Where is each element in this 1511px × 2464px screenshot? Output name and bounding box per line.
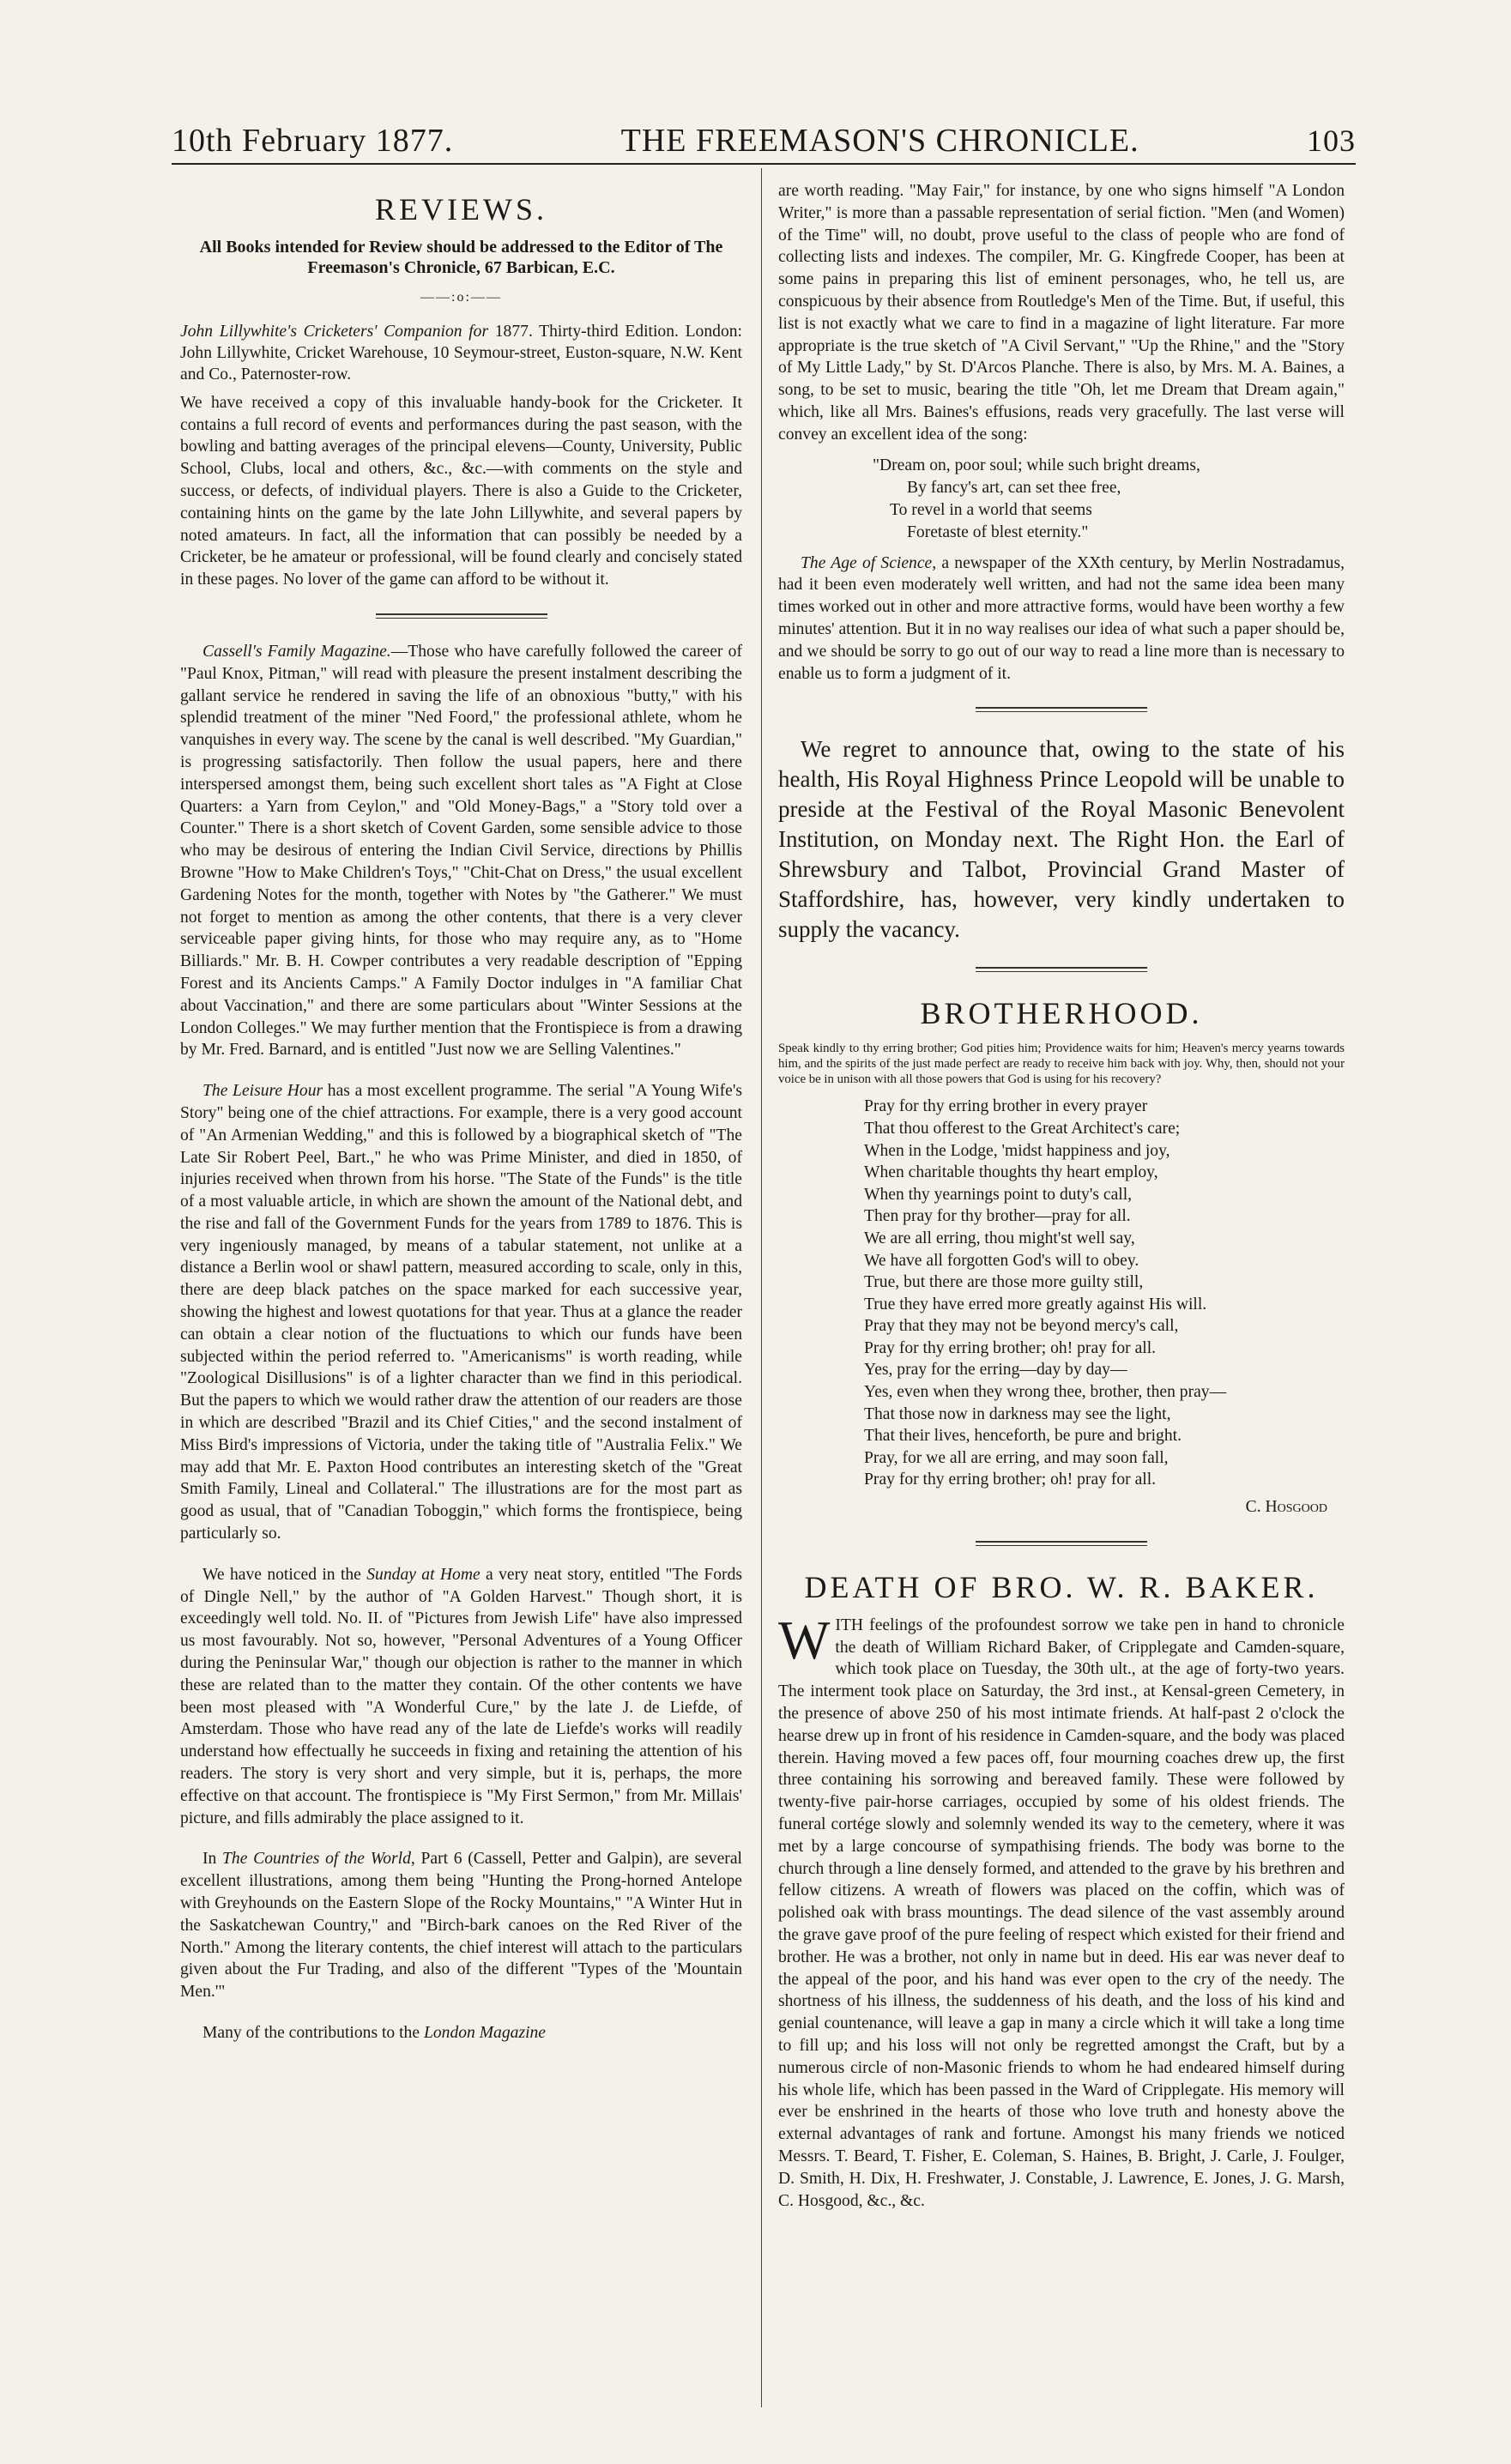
header-rule [172, 163, 1356, 165]
leisure-review [180, 1080, 742, 1545]
cassell-body: —Those who have carefully followed the career of "Paul Knox, Pitman," will read with pleasure the present instalment describing the gallant service he rendered in saving the life of an obnoxious "butty," with his splendid treatment of the miner "Ned Foord," the professional athlete, whom he vanquishes in every way. The scene by the canal is well described. "My Guardian," is progressing satisfactorily. Then follow the usual papers, here and there interspersed amongst them, being such excellent short tales as "A Fight at Close Quarters: a Yarn from Ceylon," and "Old Money-Bags," a "Story told over a Counter." There is a short sketch of Covent Garden, some sensible advice to those who may be desirous of entering the Indian Civil Service, directions by Phillis Browne "How to Make Children's Toys," "Chit-Chat on Dress," the usual excellent Gardening Notes for the month, together with Notes by "the Gatherer." We must not forget to mention as among the other contents, that there is a very clever serviceable paper giving hints, for those who may require any, as to "Home Billiards." Mr. B. H. Cowper contributes a very readable description of "Epping Forest and its Ancients Camps." A Family Doctor indulges in "A familiar Chat about Vaccination," and there are some particulars about "Winter Sessions at the London Colleges." We may further mention that the Frontispiece is from a drawing by Mr. Fred. Barnard, and is entitled "Just now we are Selling Valentines." [180, 642, 742, 1060]
verse-line: "Dream on, poor soul; while such bright dreams, [873, 456, 1200, 474]
london-title: London Magazine [423, 2023, 547, 2042]
countries-body-start: In [202, 1850, 223, 1869]
poem-line: We are all erring, thou might'st well say, [864, 1229, 1135, 1247]
verse-line: To revel in a world that seems [890, 500, 1092, 519]
section-divider [376, 613, 547, 619]
reviews-separator: ——:o:—— [420, 290, 502, 305]
poem-line: Pray for thy erring brother; oh! pray for all. [864, 1338, 1157, 1357]
sunday-body-start: We have noticed in the [202, 1565, 367, 1584]
age-title: The Age of Science [801, 553, 933, 572]
age-review [778, 553, 1345, 685]
header-date: 10th February 1877. [172, 123, 454, 159]
poem-line: Pray for thy erring brother in every prayer [864, 1097, 1148, 1116]
verse-line: By fancy's art, can set thee free, [907, 478, 1121, 497]
poem-line: Yes, pray for the erring—day by day— [864, 1361, 1127, 1380]
poem-line: Pray that they may not be beyond mercy's call, [864, 1317, 1179, 1336]
poem-line: That thou offerest to the Great Architect's care; [864, 1119, 1181, 1138]
poem-line: True, but there are those more guilty still, [864, 1273, 1144, 1292]
left-column [180, 180, 742, 2044]
header-title: THE FREEMASON'S CHRONICLE. [620, 123, 1139, 159]
countries-title: The Countries of the World [222, 1850, 411, 1869]
lillywhite-details: 1877. Thirty-third Edition. London: John Lillywhite, Cricket Warehouse, 10 Seymour-street, Euston-square, N.W. Kent and Co., Paternoster-row. [180, 322, 742, 383]
song-verse [873, 455, 1345, 544]
lillywhite-title: John Lillywhite's Cricketers' Companion for [180, 322, 489, 341]
countries-body: , Part 6 (Cassell, Petter and Galpin), are several excellent illustrations, among them being "Hunting the Prong-horned Antelope with Greyhounds on the Eastern Slope of the Rocky Mountains," "A Winter Hut in the Saskatchewan Country," and "Birch-bark canoes on the Red River of the North." Among the literary contents, the chief interest will attach to the particulars given about the Fur Trading, and also of the different "Types of the 'Mountain Men.'" [180, 1850, 742, 2002]
poem-line: When charitable thoughts thy heart employ, [864, 1163, 1158, 1182]
sunday-title: Sunday at Home [366, 1565, 480, 1584]
poem-line: Then pray for thy brother—pray for all. [864, 1207, 1131, 1226]
countries-review [180, 1848, 742, 2003]
right-column [778, 180, 1345, 2212]
cassell-review [180, 641, 742, 1061]
lillywhite-review: We have received a copy of this invaluable handy-book for the Cricketer. It contains a full record of events and performances during the past season, with the bowling and batting averages of the principal elevens—County, University, Public School, Clubs, local and others, &c., &c.—with comments on the style and success, or defects, of individual players. There is also a Guide to the Cricketer, containing hints on the game by the late John Lillywhite, and several papers by noted amateurs. In fact, all the information that can possibly be needed by a Cricketer, be he amateur or professional, will be found clearly and concisely stated in these pages. No lover of the game can afford to be without it. [180, 393, 742, 589]
poem-line: When thy yearnings point to duty's call, [864, 1185, 1133, 1204]
poem-line: We have all forgotten God's will to obey. [864, 1251, 1139, 1270]
section-divider [976, 967, 1147, 972]
brotherhood-heading: BROTHERHOOD. [920, 996, 1203, 1031]
poem-line: When in the Lodge, 'midst happiness and joy, [864, 1141, 1170, 1160]
header-page-number: 103 [1307, 124, 1356, 158]
section-divider [976, 707, 1147, 712]
london-review-start [180, 2022, 742, 2044]
page-header [172, 122, 1356, 159]
age-body: , a newspaper of the XXth century, by Merlin Nostradamus, had it been even moderately well written, and had not the same idea been many times worked out in other and more attractive forms, would have been worthy a few minutes' attention. But it in no way realises our idea of what such a paper should be, and we should be sorry to go out of our way to read a line more than is necessary to enable us to form a judgment of it. [778, 553, 1345, 683]
death-heading: DEATH OF BRO. W. R. BAKER. [804, 1569, 1319, 1604]
reviews-heading: REVIEWS. [375, 192, 547, 226]
poem-signature: C. Hosgood [1245, 1498, 1327, 1517]
london-review: are worth reading. "May Fair," for instance, by one who signs himself "A London Writer," is more than a passable representation of serial fiction. "Men (and Women) of the Time" will, no doubt, prove useful to the class of people who are fond of collecting lists and indexes. The compiler, Mr. G. Kingfrede Cooper, has been at some pains in preparing this list of eminent personages, who, he tell us, are conspicuous by their absence from Routledge's Men of the Time. But, if useful, this list is not exactly what we care to find in a magazine of light literature. Far more appropriate is the true sketch of "A Civil Servant," "Up the Rhine," and the "Story of My Little Lady," by St. D'Arcos Planche. There is also, by Mrs. M. A. Baines, a song, to be set to music, bearing the title "Oh, let me Dream that Dream again," which, like all Mrs. Baines's effusions, reads very gracefully. The last verse will convey an excellent idea of the song: [778, 182, 1345, 444]
poem-line: Yes, even when they wrong thee, brother, then pray— [864, 1383, 1227, 1402]
section-divider [976, 1541, 1147, 1546]
sunday-body: a very neat story, entitled "The Fords of Dingle Nell," by the author of "A Golden Harvest." Though short, it is exceedingly well told. No. II. of "Pictures from Jewish Life" have also impressed us most favourably. Not so, however, "Personal Adventures of a Young Officer during the Peninsular War," though our objection is rather to the manner in which these are related than to the matter they contain. Of the other contents we have been most pleased with "A Wonderful Cure," by the late J. de Liefde, of Amsterdam. Those who have read any of the late de Liefde's works will readily understand how effectually he succeeds in fixing and retaining the attention of his readers. The story is very short and very simple, but it is, perhaps, the more effective on that account. The frontispiece is "My First Sermon," from Mr. Millais' picture, and fills admirably the place assigned to it. [180, 1565, 743, 1827]
leisure-body: has a most excellent programme. The serial "A Young Wife's Story" being one of the chief attractions. For example, there is a very good account of "An Armenian Wedding," and this is followed by a biographical sketch of "The Late Sir Robert Peel, Bart.," he who was Prime Minister, and died in 1850, of injuries received when thrown from his horse. "The State of the Funds" is the title of a most valuable article, in which are shown the amount of the National debt, and the rise and fall of the Government Funds for the years from 1789 to 1876. This is very ingeniously managed, by means of a tabular statement, not unlike at a distance a Berlin wool or shawl pattern, measured according to scale, only in this, there are deep black patches on the space marked for each successive year, showing the highest and lowest quotations for that year. Thus at a glance the reader can obtain a clear notion of the fluctuations to which our funds have been subjected within the period referred to. "Americanisms" is worth reading, while "Zoological Disillusions" is of a lighter character than we find in this periodical. But the papers to which we would rather draw the attention of our readers are those in which are described "Brazil and its Chief Cities," and the second instalment of Miss Bird's impressions of Victoria, under the taking title of "Australia Felix." We may add that Mr. E. Paxton Hood contributes an interesting sketch of the "Great Smith Family, Lineal and Collateral." The illustrations are for the most part as good as usual, that of "Canadian Toboggin," which forms the frontispiece, being particularly so. [180, 1082, 742, 1543]
brotherhood-poem [864, 1096, 1345, 1491]
reviews-notice: All Books intended for Review should be addressed to the Editor of The Freemason's Chronicle, 67 Barbican, E.C. [199, 238, 723, 277]
prince-leopold-announcement: We regret to announce that, owing to the state of his health, His Royal Highness Prince Leopold will be unable to preside at the Festival of the Royal Masonic Benevolent Institution, on Monday next. The Right Hon. the Earl of Shrewsbury and Talbot, Provincial Grand Master of Staffordshire, has, however, very kindly undertaken to supply the vacancy. [778, 736, 1345, 943]
verse-line: Foretaste of blest eternity." [907, 522, 1089, 541]
poem-line: Pray for thy erring brother; oh! pray for all. [864, 1471, 1157, 1489]
death-article [778, 1609, 1345, 2213]
poem-line: Pray, for we all are erring, and may soon fall, [864, 1448, 1169, 1467]
cassell-title: Cassell's Family Magazine. [202, 642, 391, 661]
london-body-start: Many of the contributions to the [202, 2023, 424, 2042]
poem-line: That their lives, henceforth, be pure and bright. [864, 1427, 1182, 1446]
column-rule [761, 168, 762, 2407]
lillywhite-citation [180, 321, 742, 385]
death-body: ITH feelings of the profoundest sorrow we take pen in hand to chronicle the death of William Richard Baker, of Cripplegate and Camden-square, which took place on Tuesday, the 30th ult., at the age of forty-two years. The interment took place on Saturday, the 3rd inst., at Kensal-green Cemetery, in the presence of above 250 of his most intimate friends. At half-past 2 o'clock the hearse drew up in front of his residence in Camden-square, and the body was placed therein. Having moved a few paces off, four mourning coaches drew up, the first three containing his sorrowing and bereaved family. These were followed by twenty-five pair-horse carriages, occupied by some of his oldest friends. The funeral cortége slowly and solemnly wended its way to the cemetery, where it was met by a large concourse of sympathising friends. The body was borne to the church through a line densely formed, and attended to the grave by his brethren and fellow citizens. A wreath of flowers was placed on the coffin, which was of polished oak with brass mountings. The dead silence of the vast assembly around the grave gave proof of the pure feeling of respect which existed for their friend and brother. He was a brother, not only in name but in deed. His ear was never deaf to the appeal of the poor, and his hand was ever open to the cry of the needy. The shortness of his illness, the suddenness of his death, and the loss of his kind and genial countenance, will leave a gap in many a circle which it will take a long time to fill up; and his loss will not only be regretted amongst the Craft, but by a numerous circle of non-Masonic friends to whom he had endeared himself during his whole life, which has been passed in the Ward of Cripplegate. His memory will ever be enshrined in the hearts of those who love truth and honesty above the external advantages of rank and fortune. Amongst his many friends we noticed Messrs. T. Beard, T. Fisher, E. Coleman, S. Haines, B. Bright, J. Carle, J. Foulger, D. Smith, H. Dix, H. Freshwater, J. Constable, J. Lawrence, E. Jones, J. G. Marsh, C. Hosgood, &c., &c. [778, 1615, 1345, 2210]
poem-line: True they have erred more greatly against His will. [864, 1295, 1207, 1314]
drop-cap: W [778, 1609, 831, 1670]
leisure-title: The Leisure Hour [202, 1082, 323, 1101]
poem-line: That those now in darkness may see the light, [864, 1404, 1171, 1423]
sunday-review [180, 1564, 742, 1830]
brotherhood-epigraph: Speak kindly to thy erring brother; God pities him; Providence waits for him; Heaven's mercy yearns towards him, and the spirits of the just made perfect are ready to receive him back with joy. Why, then, should not your voice be in unison with all those powers that God is using for his recovery? [778, 1042, 1345, 1087]
